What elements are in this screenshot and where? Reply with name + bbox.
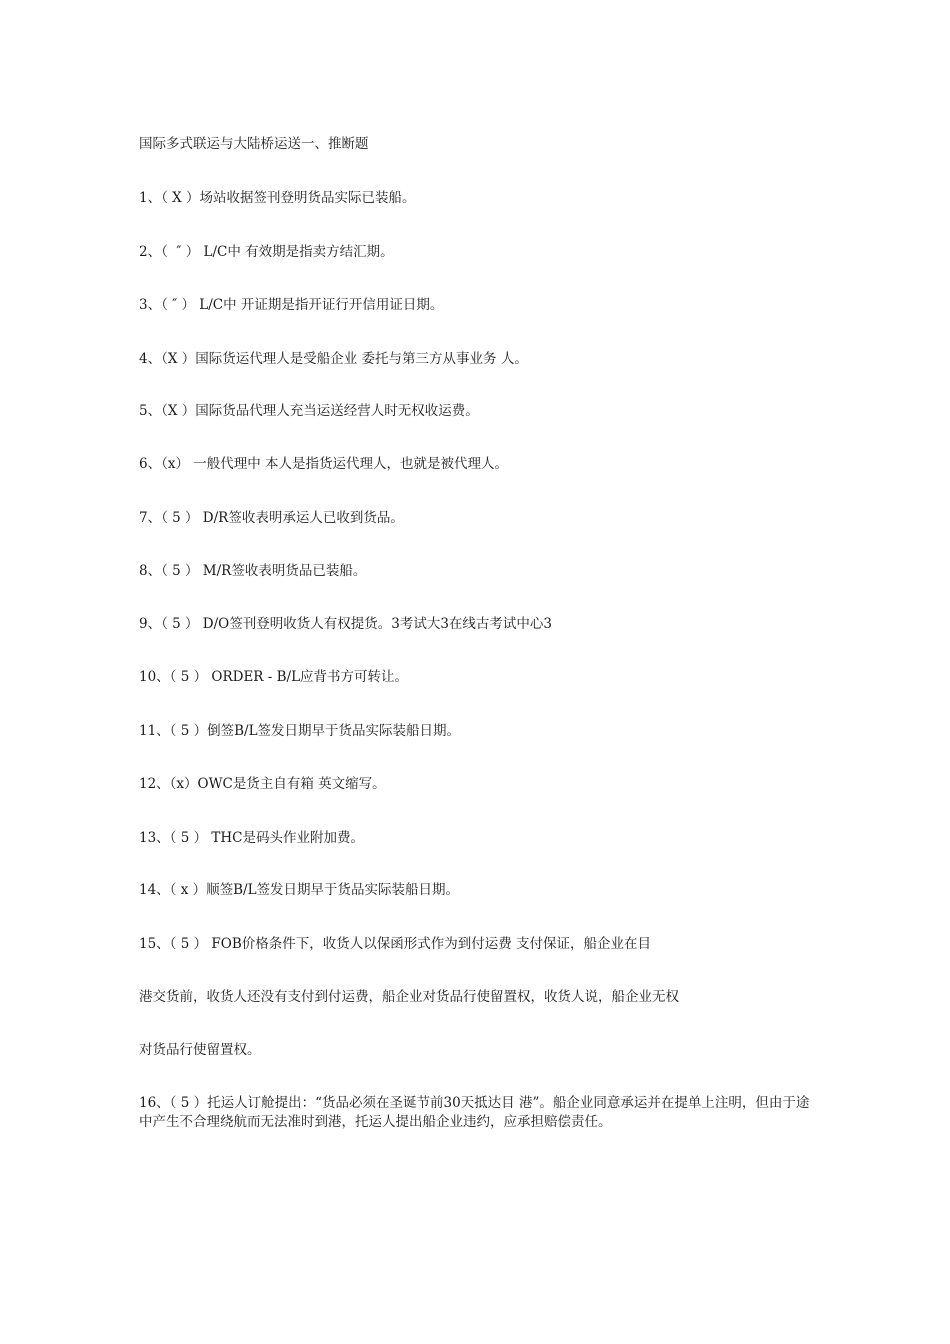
question-11: 11、（ 5 ）倒签B/L签发日期早于货品实际装船日期。 — [139, 723, 461, 739]
question-15-line-2: 港交货前，收货人还没有支付到付运费，船企业对货品行使留置权，收货人说，船企业无权 — [139, 989, 679, 1005]
question-7: 7、（ 5 ） D/R签收表明承运人已收到货品。 — [139, 510, 404, 526]
question-5: 5、（X ）国际货品代理人充当运送经营人时无权收运费。 — [139, 403, 479, 419]
question-4: 4、（X ）国际货运代理人是受船企业 委托与第三方从事业务 人。 — [139, 351, 528, 367]
question-8: 8、（ 5 ） M/R签收表明货品已装船。 — [139, 563, 367, 579]
question-2: 2、（ ″ ） L/C中 有效期是指卖方结汇期。 — [139, 244, 394, 260]
question-12: 12、（x）OWC是货主自有箱 英文缩写。 — [139, 776, 386, 792]
document-title: 国际多式联运与大陆桥运送一、推断题 — [139, 136, 369, 152]
question-1: 1、（ X ）场站收据签刊登明货品实际已装船。 — [139, 190, 416, 206]
question-10: 10、（ 5 ） ORDER - B/L应背书方可转让。 — [139, 669, 409, 685]
question-16: 16、（ 5 ）托运人订舱提出：“货品必须在圣诞节前30天抵达目 港”。船企业同意承运并在提单上注明，但由于途中产生不合理绕航而无法准时到港，托运人提出船企业违约，应承担赔偿责任。 — [139, 1095, 810, 1130]
question-14: 14、（ x ）顺签B/L签发日期早于货品实际装船日期。 — [139, 882, 460, 898]
question-15-line-3: 对货品行使留置权。 — [139, 1042, 261, 1058]
question-3: 3、（ ″ ） L/C中 开证期是指开证行开信用证日期。 — [139, 297, 444, 313]
question-15-line-1: 15、（ 5 ） FOB价格条件下，收货人以保函形式作为到付运费 支付保证，船企业在目 — [139, 936, 652, 952]
question-9: 9、（ 5 ） D/O签刊登明收货人有权提货。3考试大3在线古考试中心3 — [139, 616, 553, 632]
question-13: 13、（ 5 ） THC是码头作业附加费。 — [139, 830, 364, 846]
question-6: 6、（x） 一般代理中 本人是指货运代理人，也就是被代理人。 — [139, 456, 509, 472]
